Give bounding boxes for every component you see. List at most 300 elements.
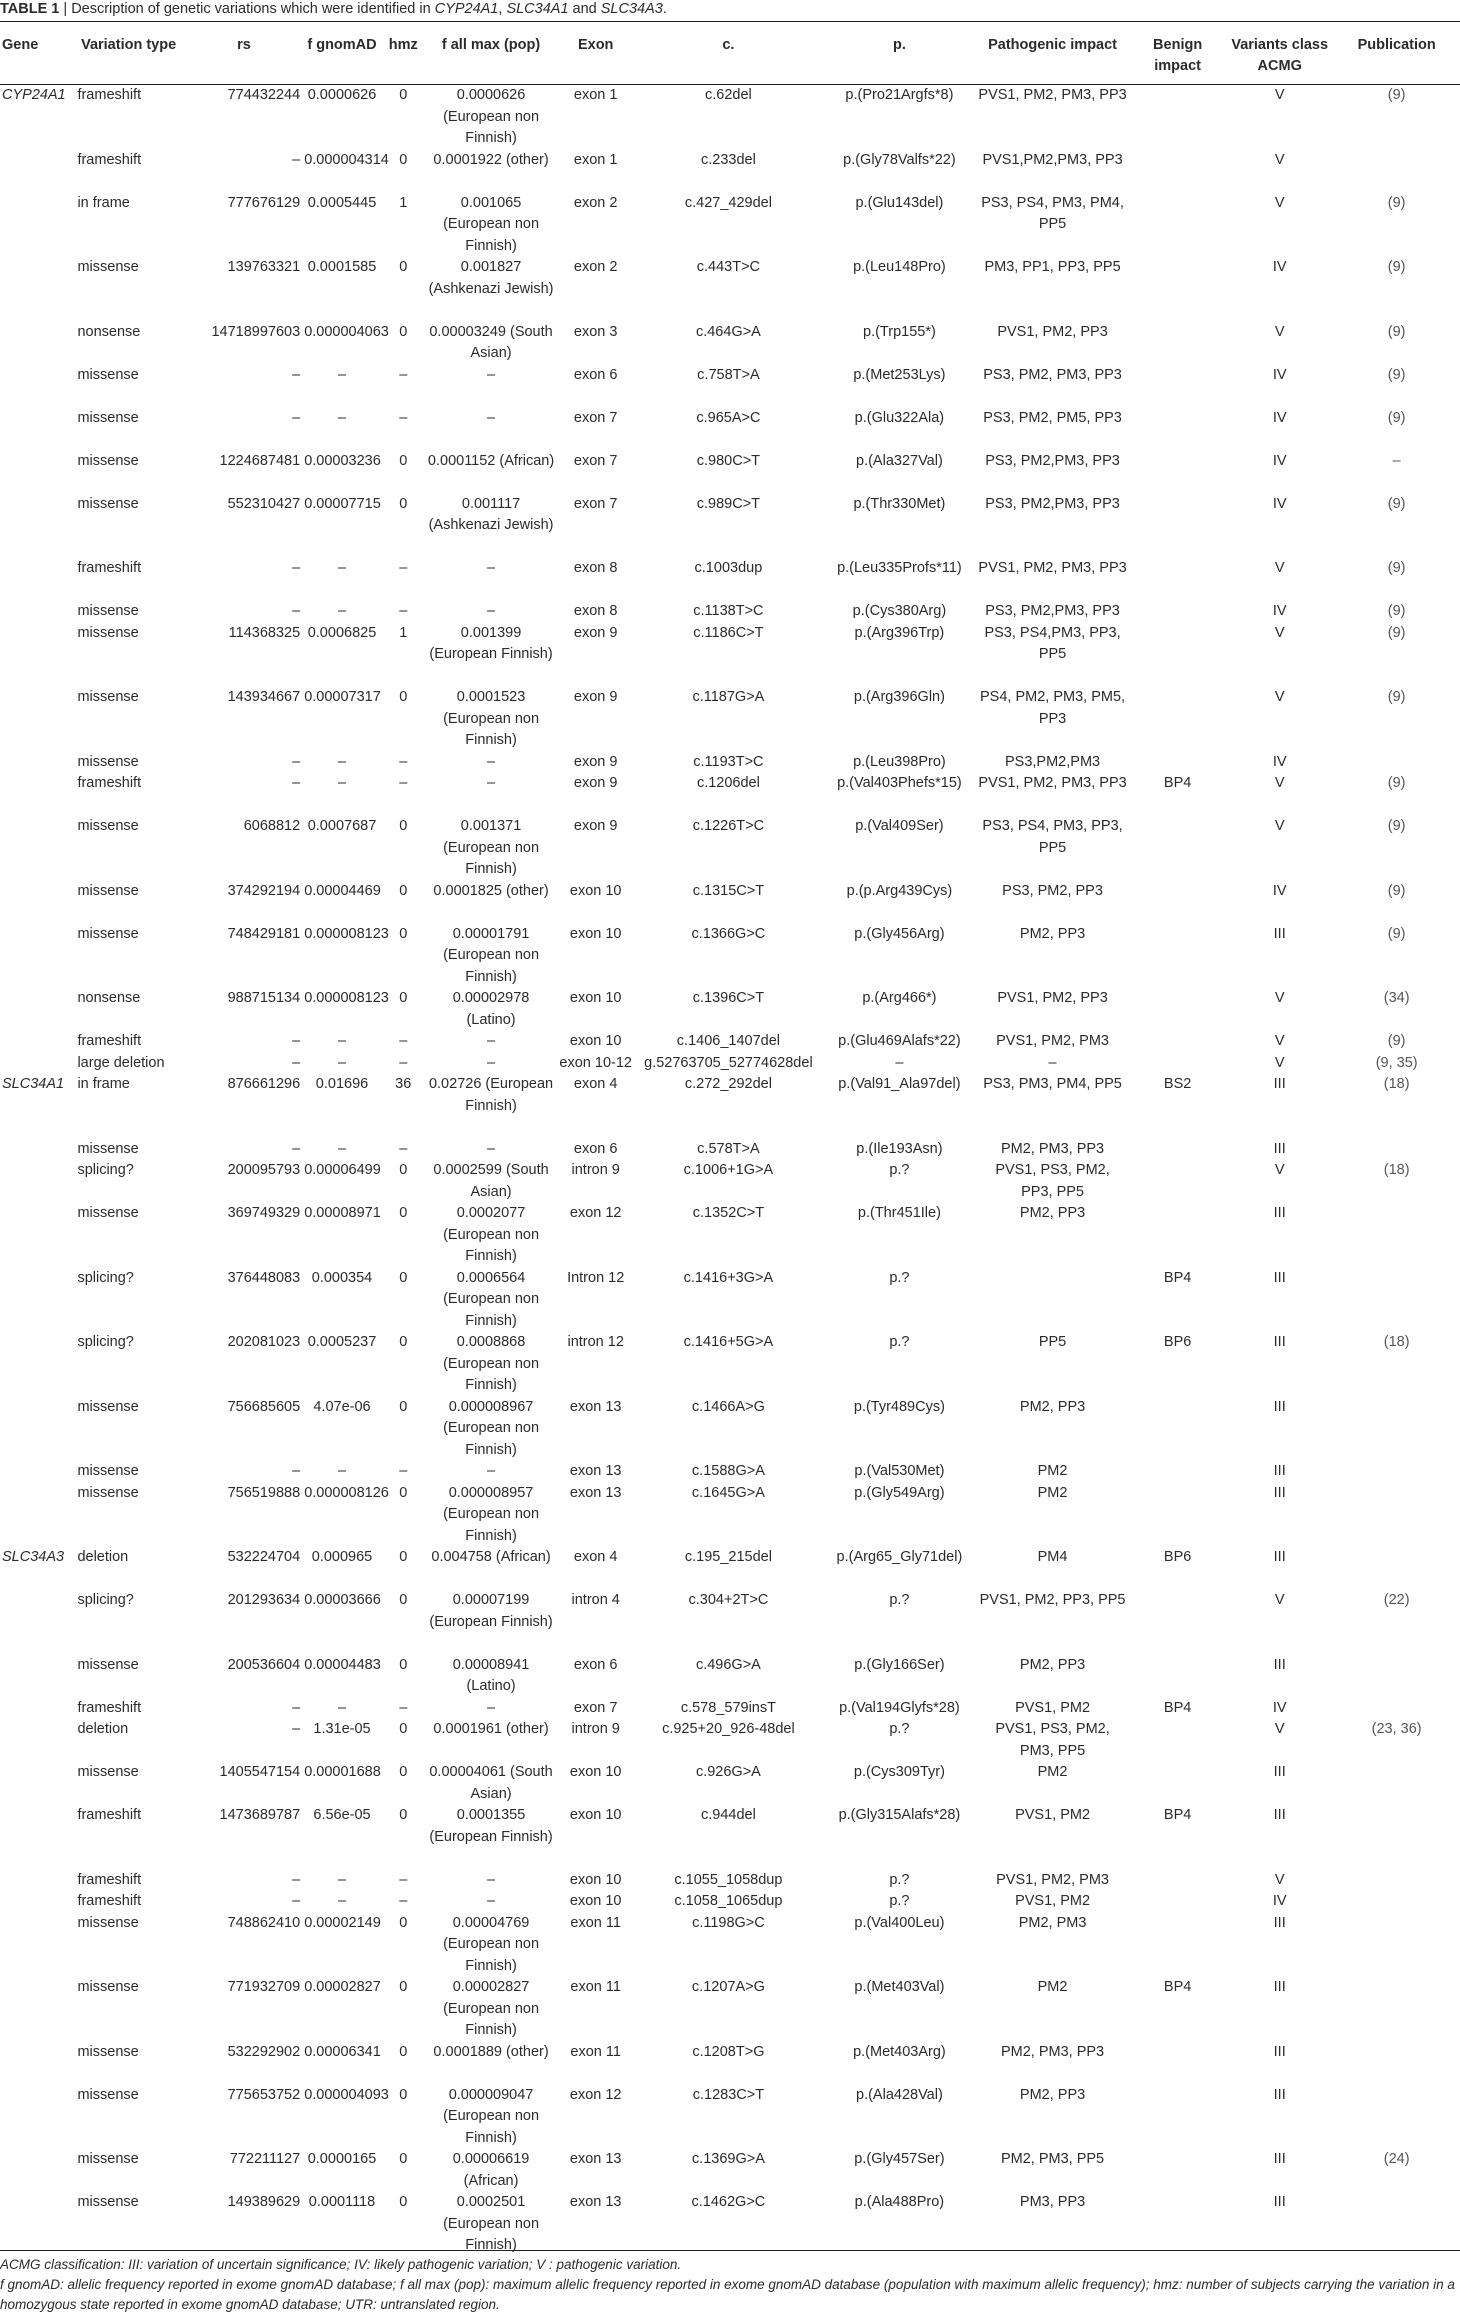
- table-cell-c: c.464G>A: [695, 323, 761, 340]
- table-cell-gene: [0, 558, 71, 601]
- table-cell-benign-impact: [1129, 1891, 1226, 1913]
- table-cell-benign-impact: [1129, 816, 1226, 881]
- table-cell-f-gnomad: 0.00004483: [304, 1656, 381, 1673]
- table-cell-gene: [0, 623, 71, 688]
- table-cell-c: c.1396C>T: [692, 990, 765, 1006]
- table-cell-gene: [0, 816, 71, 881]
- table-cell-exon: exon 13: [569, 1463, 622, 1479]
- table-cell-variation-type: large deletion: [77, 1054, 165, 1071]
- table-cell-acmg: V: [1274, 194, 1285, 211]
- table-cell-f-all-max: –: [487, 409, 496, 426]
- table-row: [0, 1074, 1460, 1139]
- table-row: [0, 816, 1460, 881]
- table-cell-c: c.1315C>T: [692, 882, 765, 899]
- table-cell-exon: exon 13: [569, 2194, 622, 2210]
- table-cell-f-gnomad: 0.00008971: [304, 1205, 381, 1221]
- table-cell-rs: –: [292, 1033, 301, 1049]
- table-cell-f-gnomad: 0.0007687: [307, 818, 377, 834]
- table-cell-exon: exon 13: [569, 1484, 622, 1501]
- table-cell-hmz: 0: [399, 1764, 408, 1780]
- table-cell-f-gnomad: 0.000008123: [304, 990, 389, 1006]
- table-cell-c: c.427_429del: [684, 194, 772, 211]
- table-cell-acmg: IV: [1272, 366, 1287, 383]
- table-cell-p: p.(p.Arg439Cys): [846, 882, 953, 899]
- table-cell-pathogenic-impact: PM2, PM3: [1018, 1914, 1087, 1931]
- table-cell-acmg: V: [1274, 151, 1285, 168]
- table-row: [0, 85, 1460, 150]
- table-cell-variation-type: deletion: [77, 1721, 129, 1737]
- table-cell-variation-type: missense: [77, 925, 139, 942]
- table-cell-benign-impact: BP4: [1163, 1269, 1192, 1286]
- table-cell-pathogenic-impact: PS3, PM2,PM3, PP3: [985, 603, 1120, 619]
- table-cell-hmz: –: [399, 1893, 408, 1909]
- table-cell-gene: [0, 1483, 71, 1548]
- table-cell-acmg: IV: [1272, 452, 1287, 469]
- table-cell-variation-type: nonsense: [77, 323, 141, 340]
- table-cell-gene: [0, 1203, 71, 1268]
- table-cell-acmg: III: [1273, 1269, 1286, 1286]
- table-cell-benign-impact: [1129, 1870, 1226, 1892]
- table-row: [0, 1483, 1460, 1548]
- table-cell-f-gnomad: 0.00001688: [304, 1764, 381, 1780]
- table-cell-p: p.?: [889, 1592, 910, 1608]
- table-cell-benign-impact: [1129, 1053, 1226, 1075]
- table-cell-gene: [0, 1891, 71, 1913]
- table-row: [0, 1332, 1460, 1397]
- table-cell-p: p.(Gly456Arg): [854, 925, 945, 942]
- table-cell-hmz: 0: [399, 1979, 408, 1995]
- table-cell-c: c.1206del: [696, 775, 760, 791]
- table-cell-f-gnomad: –: [337, 753, 347, 770]
- table-cell-exon: exon 11: [570, 1979, 621, 1995]
- table-cell-rs: –: [292, 1871, 301, 1888]
- table-cell-pathogenic-impact: PS3, PS4, PM3, PM4, PP5: [981, 194, 1124, 232]
- table-cell-gene: [0, 1870, 71, 1892]
- table-cell-benign-impact: [1129, 1203, 1226, 1268]
- table-cell-hmz: –: [399, 1054, 408, 1071]
- table-cell-gene: [0, 2085, 71, 2150]
- table-cell-pathogenic-impact: PM2, PM3, PP5: [1000, 2151, 1105, 2167]
- table-cell-rs: –: [292, 1140, 301, 1157]
- table-cell-acmg: III: [1273, 1656, 1286, 1673]
- table-cell-benign-impact: [1129, 1461, 1226, 1483]
- table-cell-benign-impact: [1129, 1160, 1226, 1203]
- table-row: [0, 1053, 1460, 1075]
- table-cell-pathogenic-impact: PVS1, PM2, PM3: [996, 1033, 1109, 1049]
- table-cell-rs: 748429181: [227, 925, 301, 942]
- table-cell-publication: (9): [1387, 323, 1406, 340]
- table-cell-f-all-max: 0.001371 (European non Finnish): [443, 818, 540, 877]
- table-cell-acmg: III: [1273, 1914, 1286, 1931]
- table-cell-gene: [0, 773, 71, 816]
- table-cell-f-all-max: 0.0006564 (European non Finnish): [443, 1269, 540, 1329]
- table-cell-p: p.(Tyr489Cys): [853, 1398, 945, 1415]
- table-cell-hmz: 0: [399, 2151, 408, 2167]
- table-footnotes: [0, 2255, 1460, 2315]
- table-cell-f-gnomad: –: [337, 1893, 347, 1909]
- table-cell-benign-impact: [1129, 881, 1226, 924]
- table-cell-hmz: –: [399, 775, 408, 791]
- table-cell-exon: exon 7: [573, 495, 618, 512]
- table-cell-publication: [1333, 1461, 1460, 1483]
- table-cell-f-all-max: 0.00004769 (European non Finnish): [443, 1914, 540, 1974]
- table-cell-pathogenic-impact: PVS1, PM2: [1015, 1893, 1091, 1909]
- table-cell-c: c.944del: [700, 1807, 756, 1823]
- table-cell-publication: [1333, 1397, 1460, 1462]
- table-cell-pathogenic-impact: PVS1, PM2, PP3, PP5: [979, 1592, 1126, 1608]
- table-row: [0, 1547, 1460, 1590]
- table-row: [0, 1913, 1460, 1978]
- table-cell-p: p.(Leu398Pro): [853, 753, 946, 770]
- header-p: p.: [892, 37, 906, 53]
- table-cell-variation-type: frameshift: [77, 560, 142, 576]
- table-cell-exon: exon 12: [569, 1205, 622, 1221]
- table-cell-acmg: III: [1273, 925, 1286, 942]
- table-cell-f-gnomad: 0.000004063: [304, 323, 389, 340]
- table-cell-rs: 139763321: [227, 259, 301, 275]
- table-cell-variation-type: frameshift: [77, 1807, 142, 1823]
- table-cell-p: p.?: [889, 1721, 910, 1737]
- table-cell-benign-impact: [1129, 451, 1226, 494]
- table-cell-exon: exon 13: [569, 1398, 622, 1415]
- table-cell-f-all-max: 0.00007199 (European Finnish): [429, 1592, 553, 1630]
- table-cell-pathogenic-impact: PS3,PM2,PM3: [1005, 753, 1101, 770]
- table-cell-publication: [1333, 2085, 1460, 2150]
- table-cell-c: c.1352C>T: [692, 1205, 765, 1221]
- table-cell-c: c.578_579insT: [680, 1699, 776, 1716]
- table-cell-hmz: 0: [399, 2194, 408, 2210]
- table-cell-p: p.(Val403Phefs*15): [837, 775, 962, 791]
- table-cell-exon: exon 1: [573, 87, 618, 103]
- table-cell-f-all-max: 0.0001889 (other): [433, 2043, 549, 2060]
- table-row: [0, 773, 1460, 816]
- table-cell-variation-type: nonsense: [77, 990, 141, 1006]
- table-cell-pathogenic-impact: PM3, PP1, PP3, PP5: [984, 259, 1121, 275]
- table-cell-hmz: 0: [399, 882, 408, 899]
- table-cell-exon: exon 6: [573, 1140, 618, 1157]
- table-cell-variation-type: missense: [77, 1205, 139, 1221]
- table-cell-f-all-max: –: [487, 560, 496, 576]
- table-cell-benign-impact: [1129, 1719, 1226, 1762]
- table-cell-f-all-max: 0.004758 (African): [431, 1549, 551, 1565]
- table-cell-variation-type: missense: [77, 689, 139, 705]
- table-cell-c: c.1003dup: [694, 560, 763, 576]
- table-cell-f-all-max: 0.000008967 (European non Finnish): [443, 1398, 540, 1458]
- header-hmz: hmz: [388, 37, 418, 53]
- table-cell-pathogenic-impact: PS3, PM2,PM3, PP3: [985, 495, 1120, 512]
- table-cell-exon: exon 8: [573, 603, 618, 619]
- table-cell-f-all-max: 0.0001825 (other): [433, 882, 549, 899]
- table-cell-f-all-max: 0.0001523 (European non Finnish): [443, 689, 540, 748]
- table-cell-publication: [1333, 1913, 1460, 1978]
- table-cell-f-all-max: –: [487, 1054, 496, 1071]
- table-cell-exon: exon 10: [569, 925, 622, 942]
- table-cell-hmz: 0: [399, 151, 408, 168]
- table-cell-pathogenic-impact: PVS1, PM2, PM3, PP3: [978, 87, 1127, 103]
- table-cell-benign-impact: [1129, 1762, 1226, 1805]
- table-cell-acmg: IV: [1272, 753, 1287, 770]
- table-cell-hmz: –: [399, 753, 408, 770]
- table-cell-f-gnomad: 0.000004314: [304, 151, 389, 168]
- table-cell-exon: exon 13: [569, 2151, 622, 2167]
- table-cell-p: p.(Ala488Pro): [854, 2194, 945, 2210]
- table-cell-f-all-max: 0.0001355 (European Finnish): [429, 1807, 553, 1845]
- table-cell-benign-impact: [1129, 322, 1226, 365]
- table-cell-acmg: V: [1274, 1054, 1285, 1071]
- table-cell-gene: [0, 1762, 71, 1805]
- table-cell-f-gnomad: 0.000965: [311, 1549, 373, 1565]
- table-cell-variation-type: frameshift: [77, 87, 142, 103]
- table-cell-hmz: –: [399, 409, 408, 426]
- table-cell-publication: [1333, 1891, 1460, 1913]
- table-cell-acmg: III: [1273, 1979, 1286, 1995]
- table-cell-c: c.62del: [705, 87, 752, 103]
- table-cell-exon: intron 4: [571, 1592, 620, 1608]
- table-cell-rs: 149389629: [227, 2194, 301, 2210]
- table-cell-gene: [0, 322, 71, 365]
- table-cell-f-gnomad: 1.31e-05: [313, 1721, 371, 1737]
- table-cell-publication: (9): [1387, 1033, 1406, 1049]
- table-cell-gene: [0, 2042, 71, 2085]
- table-cell-p: p.(Cys309Tyr): [853, 1764, 945, 1780]
- table-cell-benign-impact: [1129, 1483, 1226, 1548]
- table-cell-hmz: –: [399, 603, 408, 619]
- table-cell-c: c.1283C>T: [692, 2086, 765, 2103]
- table-row: [0, 1891, 1460, 1913]
- table-cell-pathogenic-impact: PS3, PM2, PM3, PP3: [983, 366, 1122, 383]
- table-cell-variation-type: splicing?: [77, 1269, 134, 1286]
- table-cell-p: p.(Glu143del): [855, 194, 944, 211]
- table-cell-publication: [1333, 1977, 1460, 2042]
- table-cell-rs: 1405547154: [219, 1764, 301, 1780]
- table-row: [0, 623, 1460, 688]
- table-cell-gene: [0, 150, 71, 193]
- table-cell-rs: –: [292, 753, 301, 770]
- table-cell-rs: 202081023: [227, 1334, 301, 1350]
- table-cell-f-gnomad: 0.00004469: [304, 882, 381, 899]
- table-cell-f-gnomad: –: [337, 1699, 347, 1716]
- table-cell-acmg: III: [1273, 1205, 1286, 1221]
- table-cell-benign-impact: [1129, 193, 1226, 258]
- table-cell-exon: exon 10: [569, 1764, 622, 1780]
- table-cell-gene: [0, 1031, 71, 1053]
- table-cell-gene: [0, 1805, 71, 1870]
- table-cell-f-gnomad: 0.00002149: [304, 1914, 381, 1931]
- table-row: [0, 2042, 1460, 2085]
- table-cell-exon: exon 7: [573, 452, 618, 469]
- table-cell-rs: –: [292, 1893, 301, 1909]
- table-cell-f-all-max: 0.001065 (European non Finnish): [443, 194, 540, 254]
- table-cell-publication: (9): [1387, 818, 1406, 834]
- table-cell-exon: exon 10: [569, 990, 622, 1006]
- table-cell-pathogenic-impact: [976, 1268, 1129, 1333]
- table-cell-pathogenic-impact: PM2, PP3: [1019, 1398, 1086, 1415]
- table-cell-publication: (9): [1387, 87, 1406, 103]
- table-cell-hmz: 0: [399, 1398, 408, 1415]
- table-cell-c: c.1406_1407del: [676, 1033, 781, 1049]
- table-cell-acmg: III: [1273, 1463, 1286, 1479]
- table-cell-hmz: 0: [399, 452, 408, 469]
- table-cell-f-all-max: 0.001827 (Ashkenazi Jewish): [428, 259, 554, 297]
- table-cell-hmz: 0: [399, 259, 408, 275]
- table-cell-gene: [0, 1397, 71, 1462]
- table-cell-variation-type: missense: [77, 2086, 139, 2103]
- table-cell-variation-type: missense: [77, 603, 139, 619]
- table-row: [0, 1139, 1460, 1161]
- table-cell-c: c.1058_1065dup: [674, 1893, 783, 1909]
- table-cell-gene: [0, 601, 71, 623]
- table-cell-variation-type: missense: [77, 259, 139, 275]
- table-cell-variation-type: missense: [77, 624, 139, 641]
- table-cell-rs: 988715134: [227, 990, 301, 1006]
- table-cell-variation-type: frameshift: [77, 1699, 142, 1716]
- table-caption: TABLE 1 | Description of genetic variations which were identified in CYP24A1, SLC34A1 and SLC34A3.: [0, 1, 667, 17]
- table-cell-gene: [0, 193, 71, 258]
- table-cell-pathogenic-impact: PVS1, PM2: [1015, 1699, 1091, 1716]
- table-cell-f-all-max: 0.0008868 (European non Finnish): [443, 1334, 540, 1393]
- table-cell-hmz: 0: [399, 925, 408, 942]
- table-cell-pathogenic-impact: PS3, PS4,PM3, PP3, PP5: [984, 624, 1121, 662]
- table-cell-p: p.(Glu469Alafs*22): [838, 1033, 961, 1049]
- table-cell-variation-type: frameshift: [77, 1871, 142, 1888]
- table-cell-p: p.(Arg396Gln): [853, 689, 945, 705]
- table-cell-publication: –: [1392, 452, 1401, 469]
- table-cell-f-all-max: 0.000008957 (European non Finnish): [443, 1484, 540, 1544]
- table-cell-benign-impact: BP4: [1163, 1807, 1192, 1823]
- table-cell-benign-impact: [1129, 988, 1226, 1031]
- table-cell-rs: –: [292, 366, 301, 383]
- table-cell-f-all-max: –: [487, 1871, 496, 1888]
- table-row: [0, 451, 1460, 494]
- table-cell-p: p.(Gly78Valfs*22): [843, 151, 956, 168]
- table-cell-pathogenic-impact: PM2, PP3: [1019, 925, 1086, 942]
- table-cell-rs: 876661296: [227, 1076, 301, 1092]
- table-row: [0, 1397, 1460, 1462]
- table-cell-p: p.(Gly315Alafs*28): [838, 1807, 961, 1823]
- header-acmg-class: Variants class ACMG: [1231, 37, 1329, 74]
- table-cell-hmz: 0: [399, 495, 408, 512]
- table-cell-rs: 552310427: [227, 495, 301, 512]
- table-cell-acmg: V: [1274, 1721, 1285, 1737]
- table-cell-gene: [0, 365, 71, 408]
- table-cell-rs: –: [292, 1054, 301, 1071]
- table-cell-c: g.52763705_52774628del: [644, 1054, 813, 1071]
- table-cell-variation-type: missense: [77, 409, 139, 426]
- table-row: [0, 322, 1460, 365]
- table-cell-benign-impact: BP6: [1163, 1549, 1192, 1565]
- table-cell-f-gnomad: –: [337, 1463, 347, 1479]
- table-cell-f-gnomad: 0.01696: [315, 1076, 369, 1092]
- table-cell-p: p.(Val91_Ala97del): [838, 1076, 961, 1092]
- table-cell-hmz: 0: [399, 1269, 408, 1286]
- table-cell-hmz: 1: [399, 624, 408, 641]
- table-cell-publication: (9): [1387, 775, 1406, 791]
- table-cell-variation-type: frameshift: [77, 1033, 142, 1049]
- table-cell-gene: [0, 1913, 71, 1978]
- table-cell-p: –: [895, 1054, 904, 1071]
- table-cell-rs: –: [292, 1699, 301, 1716]
- table-cell-acmg: III: [1273, 2151, 1286, 2167]
- table-cell-c: c.1055_1058dup: [674, 1871, 783, 1888]
- table-cell-gene: [0, 1268, 71, 1333]
- table-cell-benign-impact: [1129, 494, 1226, 559]
- table-cell-variation-type: missense: [77, 818, 139, 834]
- table-cell-exon: exon 10-12: [559, 1054, 632, 1071]
- table-cell-f-gnomad: 0.0006825: [307, 624, 377, 641]
- table-cell-publication: (9): [1387, 925, 1406, 942]
- table-cell-p: p.(Trp155*): [863, 323, 936, 340]
- table-cell-benign-impact: [1129, 1031, 1226, 1053]
- table-cell-pathogenic-impact: PS3, PM2, PP3: [1002, 882, 1103, 899]
- footnote-acmg: ACMG classification: III: variation of uncertain significance; IV: likely pathogenic variation; V : pathogenic variation.: [0, 2257, 682, 2272]
- table-cell-publication: [1333, 1805, 1460, 1870]
- table-cell-exon: exon 12: [569, 2086, 622, 2103]
- table-row: [0, 924, 1460, 989]
- table-cell-f-gnomad: 0.0001585: [307, 259, 377, 275]
- table-cell-c: c.1193T>C: [693, 753, 764, 770]
- table-cell-p: p.?: [889, 1871, 910, 1888]
- table-cell-rs: 1473689787: [219, 1807, 301, 1823]
- table-cell-acmg: III: [1273, 1334, 1286, 1350]
- table-cell-f-gnomad: –: [337, 775, 347, 791]
- table-cell-rs: 201293634: [227, 1592, 301, 1608]
- table-cell-acmg: IV: [1272, 495, 1287, 512]
- table-cell-hmz: –: [399, 1699, 408, 1716]
- table-cell-rs: 374292194: [227, 882, 301, 899]
- table-cell-publication: [1333, 1655, 1460, 1698]
- table-cell-f-all-max: 0.0001961 (other): [433, 1721, 549, 1737]
- table-cell-p: p.?: [889, 1162, 910, 1178]
- table-cell-pathogenic-impact: PM3, PP3: [1019, 2194, 1086, 2210]
- table-cell-acmg: IV: [1272, 409, 1287, 426]
- table-cell-benign-impact: BP4: [1163, 1979, 1192, 1995]
- table-cell-publication: [1333, 1547, 1460, 1590]
- table-cell-publication: (9): [1387, 882, 1406, 899]
- table-cell-f-all-max: 0.00002827 (European non Finnish): [443, 1979, 540, 2038]
- table-cell-c: c.989C>T: [696, 495, 761, 512]
- table-cell-f-gnomad: 0.0000165: [307, 2151, 377, 2167]
- table-cell-pathogenic-impact: PVS1, PS3, PM2, PP3, PP5: [995, 1162, 1110, 1200]
- table-cell-pathogenic-impact: PVS1, PM2, PM3, PP3: [978, 560, 1127, 576]
- table-cell-pathogenic-impact: PS3, PM3, PM4, PP5: [983, 1076, 1122, 1092]
- header-variation-type: Variation type: [81, 37, 177, 53]
- table-cell-pathogenic-impact: PVS1,PM2,PM3, PP3: [982, 151, 1123, 168]
- table-cell-gene: SLC34A1: [2, 1076, 65, 1092]
- table-cell-publication: (18): [1383, 1334, 1410, 1350]
- table-cell-benign-impact: [1129, 1139, 1226, 1161]
- table-cell-p: p.(Met253Lys): [853, 366, 946, 383]
- table-cell-gene: [0, 881, 71, 924]
- table-cell-publication: [1333, 1268, 1460, 1333]
- table-cell-acmg: IV: [1272, 603, 1287, 619]
- table-cell-f-gnomad: –: [337, 560, 347, 576]
- table-row: [0, 601, 1460, 623]
- table-cell-variation-type: in frame: [77, 194, 130, 211]
- table-cell-variation-type: frameshift: [77, 1893, 142, 1909]
- table-cell-acmg: III: [1273, 1398, 1286, 1415]
- table-cell-variation-type: missense: [77, 2151, 139, 2167]
- table-row: [0, 687, 1460, 752]
- table-cell-publication: [1333, 1203, 1460, 1268]
- table-cell-pathogenic-impact: PVS1, PM2, PM3: [996, 1871, 1109, 1888]
- table-cell-benign-impact: [1129, 1655, 1226, 1698]
- table-cell-f-gnomad: 0.00002827: [304, 1979, 381, 1995]
- table-cell-exon: exon 9: [573, 624, 618, 641]
- table-cell-acmg: V: [1274, 689, 1285, 705]
- header-gene: Gene: [2, 37, 39, 53]
- table-cell-benign-impact: [1129, 257, 1226, 322]
- table-cell-c: c.578T>A: [697, 1140, 760, 1157]
